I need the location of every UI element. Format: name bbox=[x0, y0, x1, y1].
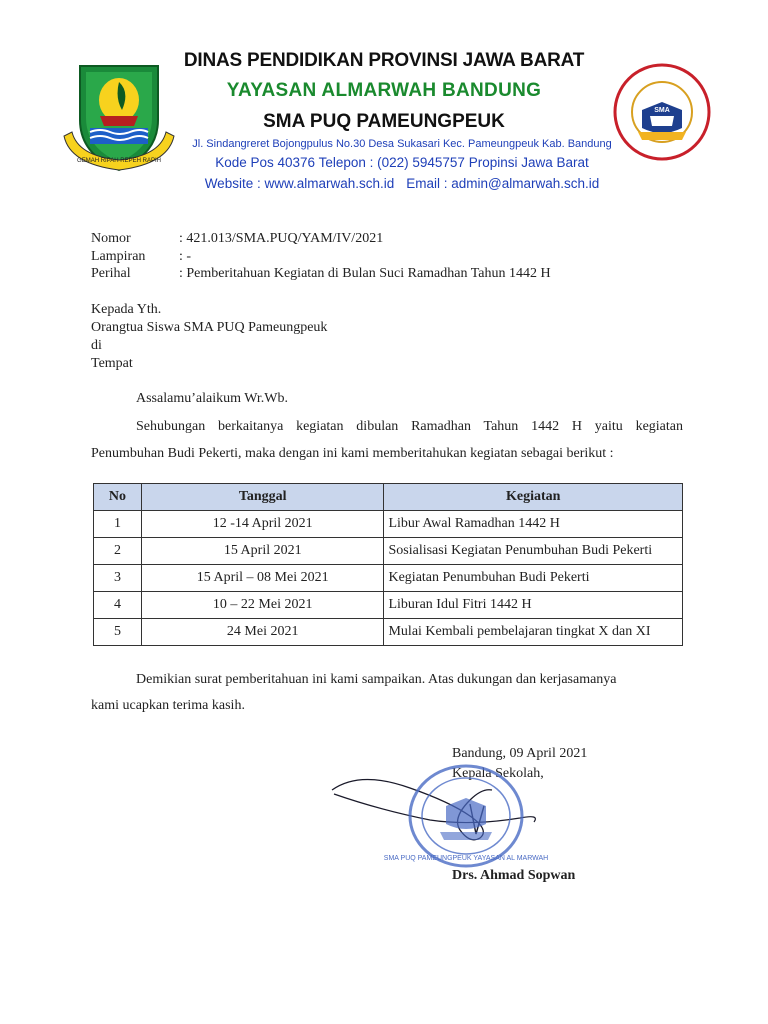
header-website: Website : www.almarwah.sch.id bbox=[204, 176, 395, 191]
cell-kegiatan: Kegiatan Penumbuhan Budi Pekerti bbox=[384, 565, 683, 592]
meta-perihal-label: Perihal bbox=[91, 266, 131, 281]
recipient-line-2: Orangtua Siswa SMA PUQ Pameungpeuk bbox=[91, 320, 328, 335]
col-header-tanggal: Tanggal bbox=[141, 484, 384, 511]
header-foundation: YAYASAN ALMARWAH BANDUNG bbox=[226, 80, 542, 101]
col-header-no: No bbox=[94, 484, 142, 511]
header-email: Email : admin@almarwah.sch.id bbox=[406, 176, 600, 191]
schedule-table bbox=[93, 483, 683, 646]
school-stamp bbox=[383, 760, 549, 872]
cell-no: 2 bbox=[94, 538, 142, 565]
header-address: Jl. Sindangreret Bojongpulus No.30 Desa Sukasari Kec. Pameungpeuk Kab. Bandung bbox=[192, 138, 612, 150]
table-row bbox=[94, 511, 683, 538]
cell-no: 1 bbox=[94, 511, 142, 538]
signature-position: Kepala Sekolah, bbox=[452, 766, 544, 781]
meta-perihal bbox=[91, 266, 551, 282]
stamp-text: SMA PUQ PAMEUNGPEUK YAYASAN AL MARWAH bbox=[383, 855, 549, 862]
meta-lampiran-label: Lampiran bbox=[91, 249, 146, 264]
table-row bbox=[94, 619, 683, 646]
table-header-row bbox=[94, 484, 683, 511]
header-agency: DINAS PENDIDIKAN PROVINSI JAWA BARAT bbox=[183, 50, 585, 71]
recipient-line-1: Kepada Yth. bbox=[91, 302, 162, 317]
left-logo-text: GEMAH RIPAH REPEH RAPIH bbox=[77, 158, 161, 164]
closing-line-2: kami ucapkan terima kasih. bbox=[91, 698, 245, 713]
signature-place-date: Bandung, 09 April 2021 bbox=[452, 746, 588, 761]
cell-kegiatan: Mulai Kembali pembelajaran tingkat X dan XI bbox=[384, 619, 683, 646]
cell-no: 3 bbox=[94, 565, 142, 592]
closing-line-1: Demikian surat pemberitahuan ini kami sampaikan. Atas dukungan dan kerjasamanya bbox=[136, 672, 617, 687]
table-row bbox=[94, 592, 683, 619]
col-header-kegiatan: Kegiatan bbox=[384, 484, 683, 511]
paragraph-1-line-1: Sehubungan berkaitanya kegiatan dibulan Ramadhan Tahun 1442 H yaitu kegiatan bbox=[136, 419, 683, 434]
meta-lampiran-value: : - bbox=[179, 249, 192, 264]
cell-no: 4 bbox=[94, 592, 142, 619]
meta-nomor-value: : 421.013/SMA.PUQ/YAM/IV/2021 bbox=[179, 231, 384, 246]
signature-name: Drs. Ahmad Sopwan bbox=[452, 868, 576, 883]
paragraph-1-line-2: Penumbuhan Budi Pekerti, maka dengan ini kami memberitahukan kegiatan sebagai berikut : bbox=[91, 446, 614, 461]
cell-no: 5 bbox=[94, 619, 142, 646]
cell-tanggal: 12 -14 April 2021 bbox=[141, 511, 384, 538]
right-logo-center-text: SMA bbox=[654, 107, 670, 114]
cell-tanggal: 15 April – 08 Mei 2021 bbox=[141, 565, 384, 592]
cell-tanggal: 24 Mei 2021 bbox=[141, 619, 384, 646]
table-row bbox=[94, 565, 683, 592]
cell-kegiatan: Libur Awal Ramadhan 1442 H bbox=[384, 511, 683, 538]
header-web-email bbox=[190, 176, 614, 191]
meta-nomor-label: Nomor bbox=[91, 231, 131, 246]
meta-lampiran bbox=[91, 249, 191, 265]
header-school-name: SMA PUQ PAMEUNGPEUK bbox=[263, 111, 505, 132]
table-row bbox=[94, 538, 683, 565]
cell-kegiatan: Sosialisasi Kegiatan Penumbuhan Budi Pekerti bbox=[384, 538, 683, 565]
recipient-line-4: Tempat bbox=[91, 356, 133, 371]
meta-nomor bbox=[91, 231, 383, 247]
cell-tanggal: 10 – 22 Mei 2021 bbox=[141, 592, 384, 619]
recipient-line-3: di bbox=[91, 338, 102, 353]
cell-tanggal: 15 April 2021 bbox=[141, 538, 384, 565]
meta-perihal-value: : Pemberitahuan Kegiatan di Bulan Suci Ramadhan Tahun 1442 H bbox=[179, 266, 551, 281]
header-contact: Kode Pos 40376 Telepon : (022) 5945757 Propinsi Jawa Barat bbox=[215, 155, 589, 170]
greeting: Assalamu’alaikum Wr.Wb. bbox=[136, 391, 288, 406]
cell-kegiatan: Liburan Idul Fitri 1442 H bbox=[384, 592, 683, 619]
